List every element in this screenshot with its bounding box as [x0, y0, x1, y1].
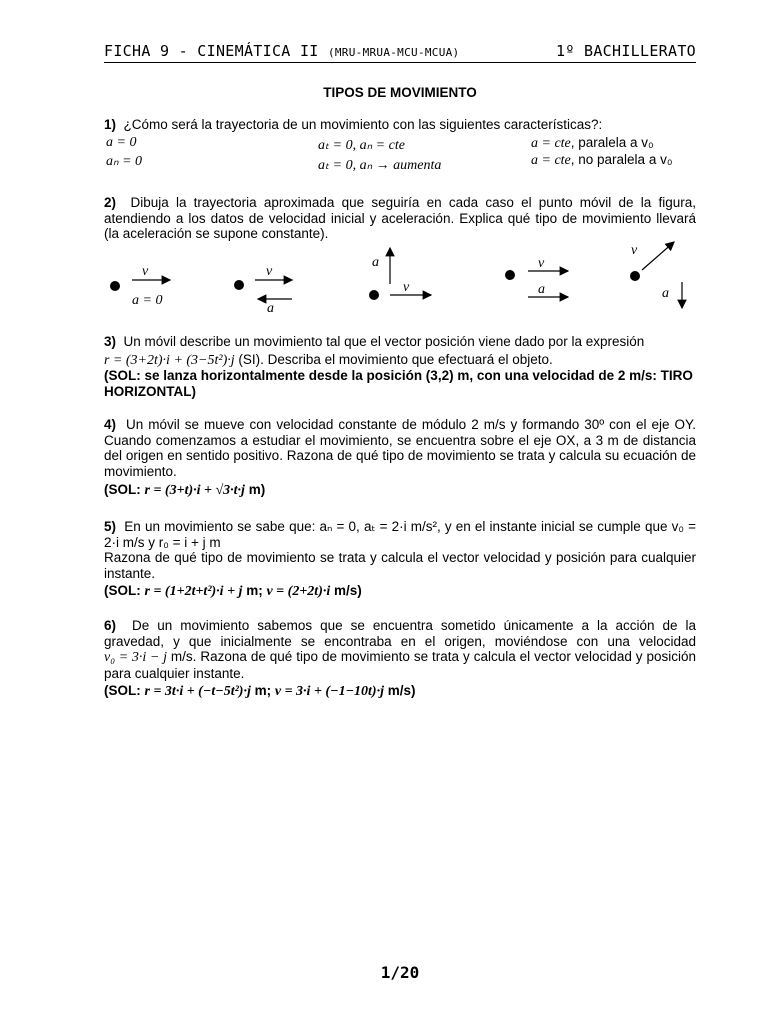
question-text: En un movimiento se sabe que: aₙ = 0, aₜ = 2·i m/s², y en el instante inicial se cumple que v₀ = 2·i m/s y r₀ = i + j m [104, 519, 696, 550]
question-text: Un móvil describe un movimiento tal que el vector posición viene dado por la expresión [123, 334, 645, 349]
velocity-label: v [538, 256, 545, 271]
question-text-cont: Razona de qué tipo de movimiento se trata y calcula el vector velocidad y posición para cualquier instante. [104, 550, 696, 581]
page-number: 1/20 [380, 963, 420, 982]
q1-cond-2: aₙ = 0 [106, 154, 143, 169]
q1-cond-5-math: a = cte [531, 136, 571, 151]
solution-prefix: (SOL: [104, 482, 145, 497]
question-number: 5) [104, 519, 117, 534]
solution-prefix: (SOL: [104, 583, 145, 598]
figure-1 [110, 264, 170, 308]
question-number: 2) [104, 195, 117, 210]
page-title: TIPOS DE MOVIMIENTO [323, 85, 477, 100]
figure-2 [234, 264, 292, 316]
solution-separator: m; [250, 683, 275, 698]
page-header [104, 40, 696, 63]
solution [104, 482, 696, 499]
acceleration-label: a = 0 [132, 293, 163, 308]
question-1 [104, 117, 696, 133]
header-course: 1º BACHILLERATO [556, 42, 696, 60]
solution-velocity: v = (2+2t)·i [266, 584, 331, 599]
header-title: FICHA 9 - CINEMÁTICA II [104, 42, 319, 60]
position-expression: r = (3+2t)·i + (3−5t²)·j [104, 352, 235, 368]
q1-cond-6-math: a = cte [531, 153, 571, 168]
solution-suffix: m/s) [384, 683, 416, 698]
q1-cond-3: aₜ = 0, aₙ = cte [318, 138, 405, 153]
q1-cond-6-text: , no paralela a v₀ [570, 152, 673, 167]
mobile-point [234, 280, 244, 290]
velocity-label: v [631, 243, 638, 258]
q1-cond-1: a = 0 [106, 135, 137, 150]
mobile-point [630, 271, 640, 281]
solution-suffix: m) [244, 482, 266, 497]
motion-figures [100, 240, 700, 320]
solution-prefix: (SOL: [104, 683, 145, 698]
acceleration-label: a [662, 286, 669, 301]
question-text: Dibuja la trayectoria aproximada que seguiría en cada caso el punto móvil de la figura, atendiendo a los datos de velocidad inicial y aceleración. Explica qué tipo de movimiento llevará (la aceleración se supone constante). [104, 195, 696, 241]
mobile-point [505, 270, 515, 280]
velocity-label: v [142, 264, 149, 279]
solution-position: r = (1+2t+t²)·i + j [144, 584, 243, 599]
question-5 [104, 519, 696, 600]
question-number: 6) [104, 618, 117, 633]
question-number: 3) [104, 334, 117, 349]
q1-cond-6 [531, 152, 672, 169]
figure-5 [630, 242, 682, 308]
mobile-point [369, 290, 379, 300]
acceleration-label: a [372, 255, 379, 270]
velocity-label: v [266, 264, 273, 279]
question-text: Un móvil se mueve con velocidad constante de módulo 2 m/s y formando 30º con el eje OY. Cuando comenzamos a estudiar el movimiento, se encuentra sobre el eje OX, a 3 m de distancia del origen en sentido positivo. Razona de qué tipo de movimiento se trata y calcula su ecuación de movimiento. [104, 417, 696, 479]
question-3 [104, 334, 696, 399]
mobile-point [110, 281, 120, 291]
question-6 [104, 618, 696, 700]
acceleration-label: a [538, 282, 545, 297]
figure-4 [505, 256, 568, 297]
solution-position: r = 3t·i + (−t−5t²)·j [144, 684, 251, 699]
figure-3 [369, 248, 431, 300]
acceleration-label: a [267, 301, 274, 316]
solution [104, 683, 696, 700]
initial-velocity-expression: v₀ = 3·i − j [104, 650, 167, 665]
question-number: 4) [104, 417, 117, 432]
header-left [104, 42, 459, 60]
question-number: 1) [104, 117, 117, 132]
velocity-arrow [642, 242, 674, 270]
q1-cond-5-text: , paralela a v₀ [570, 135, 654, 150]
solution: (SOL: se lanza horizontalmente desde la posición (3,2) m, con una velocidad de 2 m/s: TIRO HORIZONTAL) [104, 368, 693, 399]
solution-separator: m; [242, 583, 267, 598]
solution-suffix: m/s) [330, 583, 362, 598]
solution-expression: r = (3+t)·i + √3·t·j [144, 483, 245, 498]
q1-cond-5 [531, 135, 654, 152]
question-text: ¿Cómo será la trayectoria de un movimiento con las siguientes características?: [123, 117, 603, 132]
solution-velocity: v = 3·i + (−1−10t)·j [274, 684, 384, 699]
question-4 [104, 417, 696, 499]
question-text-cont: m/s. Razona de qué tipo de movimiento se trata y calcula el vector velocidad y posición para cualquier instante. [104, 649, 696, 681]
velocity-label: v [403, 280, 410, 295]
q1-cond-4: aₜ = 0, aₙ → aumenta [318, 158, 442, 173]
question-text: De un movimiento sabemos que se encuentra sometido únicamente a la acción de la gravedad, y que inicialmente se encontraba en el origen, moviéndose con una velocidad [104, 618, 696, 649]
question-2 [104, 195, 696, 242]
solution [104, 583, 696, 600]
question-text-cont: (SI). Describa el movimiento que efectuará el objeto. [234, 351, 553, 367]
header-subtitle: (MRU-MRUA-MCU-MCUA) [327, 46, 460, 59]
